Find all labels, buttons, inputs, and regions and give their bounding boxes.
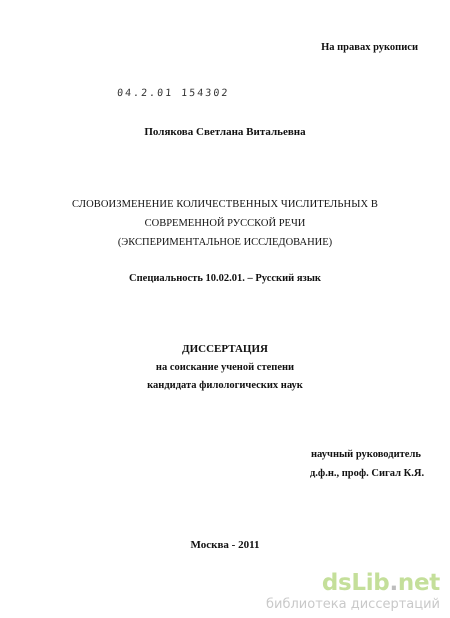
work-type: ДИССЕРТАЦИЯ [182,343,268,355]
thesis-title-line-1: СЛОВОИЗМЕНЕНИЕ КОЛИЧЕСТВЕННЫХ ЧИСЛИТЕЛЬНЫХ В [72,199,378,210]
supervisor-name: д.ф.н., проф. Сигал К.Я. [310,468,425,479]
watermark-subtitle: библиотека диссертаций [266,597,440,612]
thesis-title-line-2: СОВРЕМЕННОЙ РУССКОЙ РЕЧИ [144,218,306,229]
logo-tld: net [397,570,440,596]
specialty: Специальность 10.02.01. – Русский язык [129,273,321,284]
supervisor-label: научный руководитель [311,449,421,460]
degree-line-1: на соискание ученой степени [155,362,295,373]
thesis-title-line-3: (ЭКСПЕРИМЕНТАЛЬНОЕ ИССЛЕДОВАНИЕ) [117,237,333,248]
logo-dot: . [389,570,398,596]
registration-stamp: 04.2.01 154302 [116,88,230,99]
author-name: Полякова Светлана Витальевна [144,126,306,138]
rights-notice: На правах рукописи [321,42,418,53]
degree-line-2: кандидата филологических наук [147,380,303,391]
city-year: Москва - 2011 [190,539,260,551]
dslib-watermark[interactable] [266,572,440,613]
dslib-logo [266,572,440,595]
logo-brand: dsLib [321,570,390,596]
